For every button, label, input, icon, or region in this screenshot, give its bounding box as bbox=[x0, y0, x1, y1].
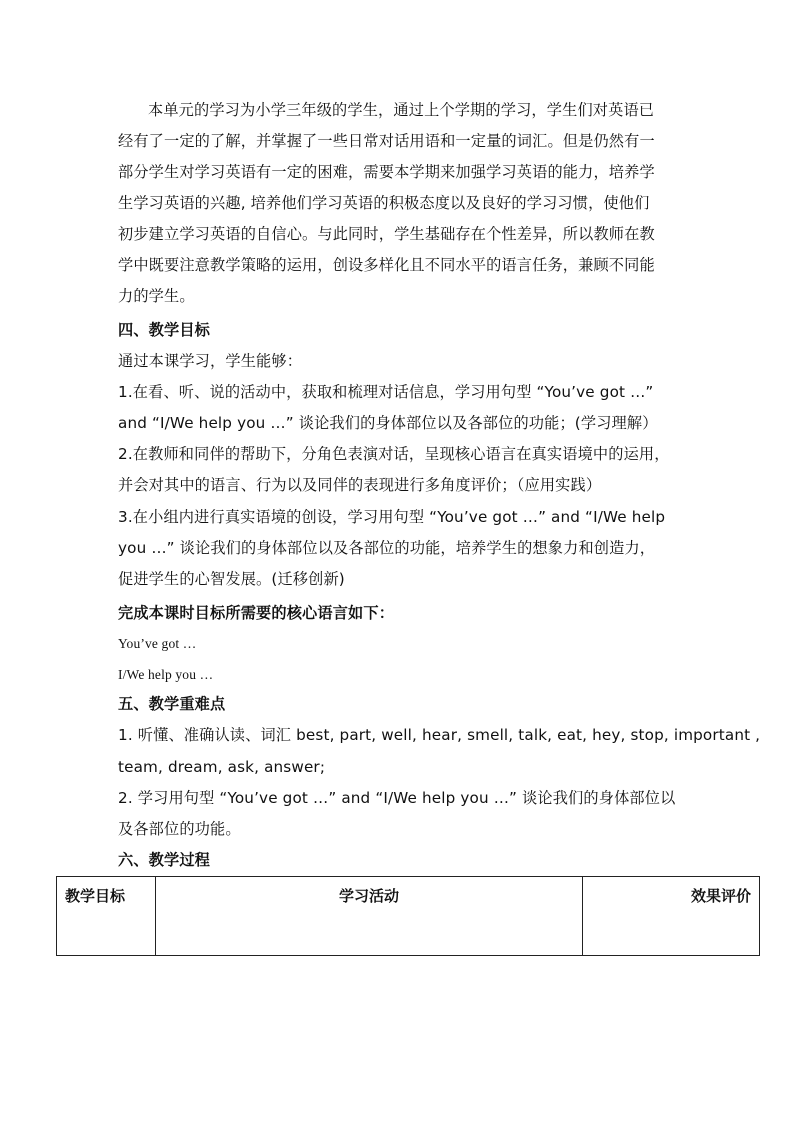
key-point-2-line: 及各部位的功能。 bbox=[118, 820, 241, 838]
teaching-process-table bbox=[56, 876, 760, 956]
table-header-row bbox=[57, 877, 760, 956]
goal-3-line: 促进学生的心智发展。(迁移创新) bbox=[118, 570, 345, 588]
core-language-item: You’ve got … bbox=[118, 636, 197, 651]
goal-2-line: 2.在教师和同伴的帮助下，分角色表演对话，呈现核心语言在真实语境中的运用， bbox=[118, 445, 670, 463]
section-heading-key-points: 五、教学重难点 bbox=[118, 695, 226, 713]
section-heading-objectives: 四、教学目标 bbox=[118, 321, 211, 339]
paragraph-line: 生学习英语的兴趣, 培养他们学习英语的积极态度以及良好的学习习惯，使他们 bbox=[118, 194, 650, 212]
table-header-cell: 效果评价 bbox=[583, 877, 760, 956]
paragraph-line: 力的学生。 bbox=[118, 287, 195, 305]
table-header-cell: 教学目标 bbox=[57, 877, 156, 956]
key-point-1-line: team, dream, ask, answer; bbox=[118, 758, 326, 776]
paragraph-line: 部分学生对学习英语有一定的困难，需要本学期来加强学习英语的能力，培养学 bbox=[118, 163, 655, 181]
key-point-2-line: 2. 学习用句型 “You’ve got …” and “I/We help you …” 谈论我们的身体部位以 bbox=[118, 789, 676, 807]
paragraph-line: 经有了一定的了解，并掌握了一些日常对话用语和一定量的词汇。但是仍然有一 bbox=[118, 132, 655, 150]
goal-2-line: 并会对其中的语言、行为以及同伴的表现进行多角度评价；（应用实践） bbox=[118, 476, 602, 494]
paragraph-line: 学中既要注意教学策略的运用，创设多样化且不同水平的语言任务，兼顾不同能 bbox=[118, 256, 655, 274]
objectives-intro: 通过本课学习，学生能够： bbox=[118, 352, 303, 370]
paragraph-line: 初步建立学习英语的自信心。与此同时，学生基础存在个性差异，所以教师在教 bbox=[118, 225, 655, 243]
goal-3-line: 3.在小组内进行真实语境的创设，学习用句型 “You’ve got …” and “I/We help bbox=[118, 508, 666, 526]
section-heading-process: 六、教学过程 bbox=[118, 851, 211, 869]
goal-3-line: you …” 谈论我们的身体部位以及各部位的功能，培养学生的想象力和创造力， bbox=[118, 539, 656, 557]
paragraph-line: 本单元的学习为小学三年级的学生，通过上个学期的学习，学生们对英语已 bbox=[148, 101, 655, 119]
goal-1-line: and “I/We help you …” 谈论我们的身体部位以及各部位的功能；(学习理解） bbox=[118, 414, 658, 432]
table-header-cell: 学习活动 bbox=[156, 877, 583, 956]
core-language-heading: 完成本课时目标所需要的核心语言如下： bbox=[118, 604, 395, 622]
core-language-item: I/We help you … bbox=[118, 667, 214, 682]
goal-1-line: 1.在看、听、说的活动中，获取和梳理对话信息，学习用句型 “You’ve got …” bbox=[118, 383, 654, 401]
key-point-1-line: 1. 听懂、准确认读、词汇 best, part, well, hear, smell, talk, eat, hey, stop, important , bbox=[118, 726, 761, 744]
